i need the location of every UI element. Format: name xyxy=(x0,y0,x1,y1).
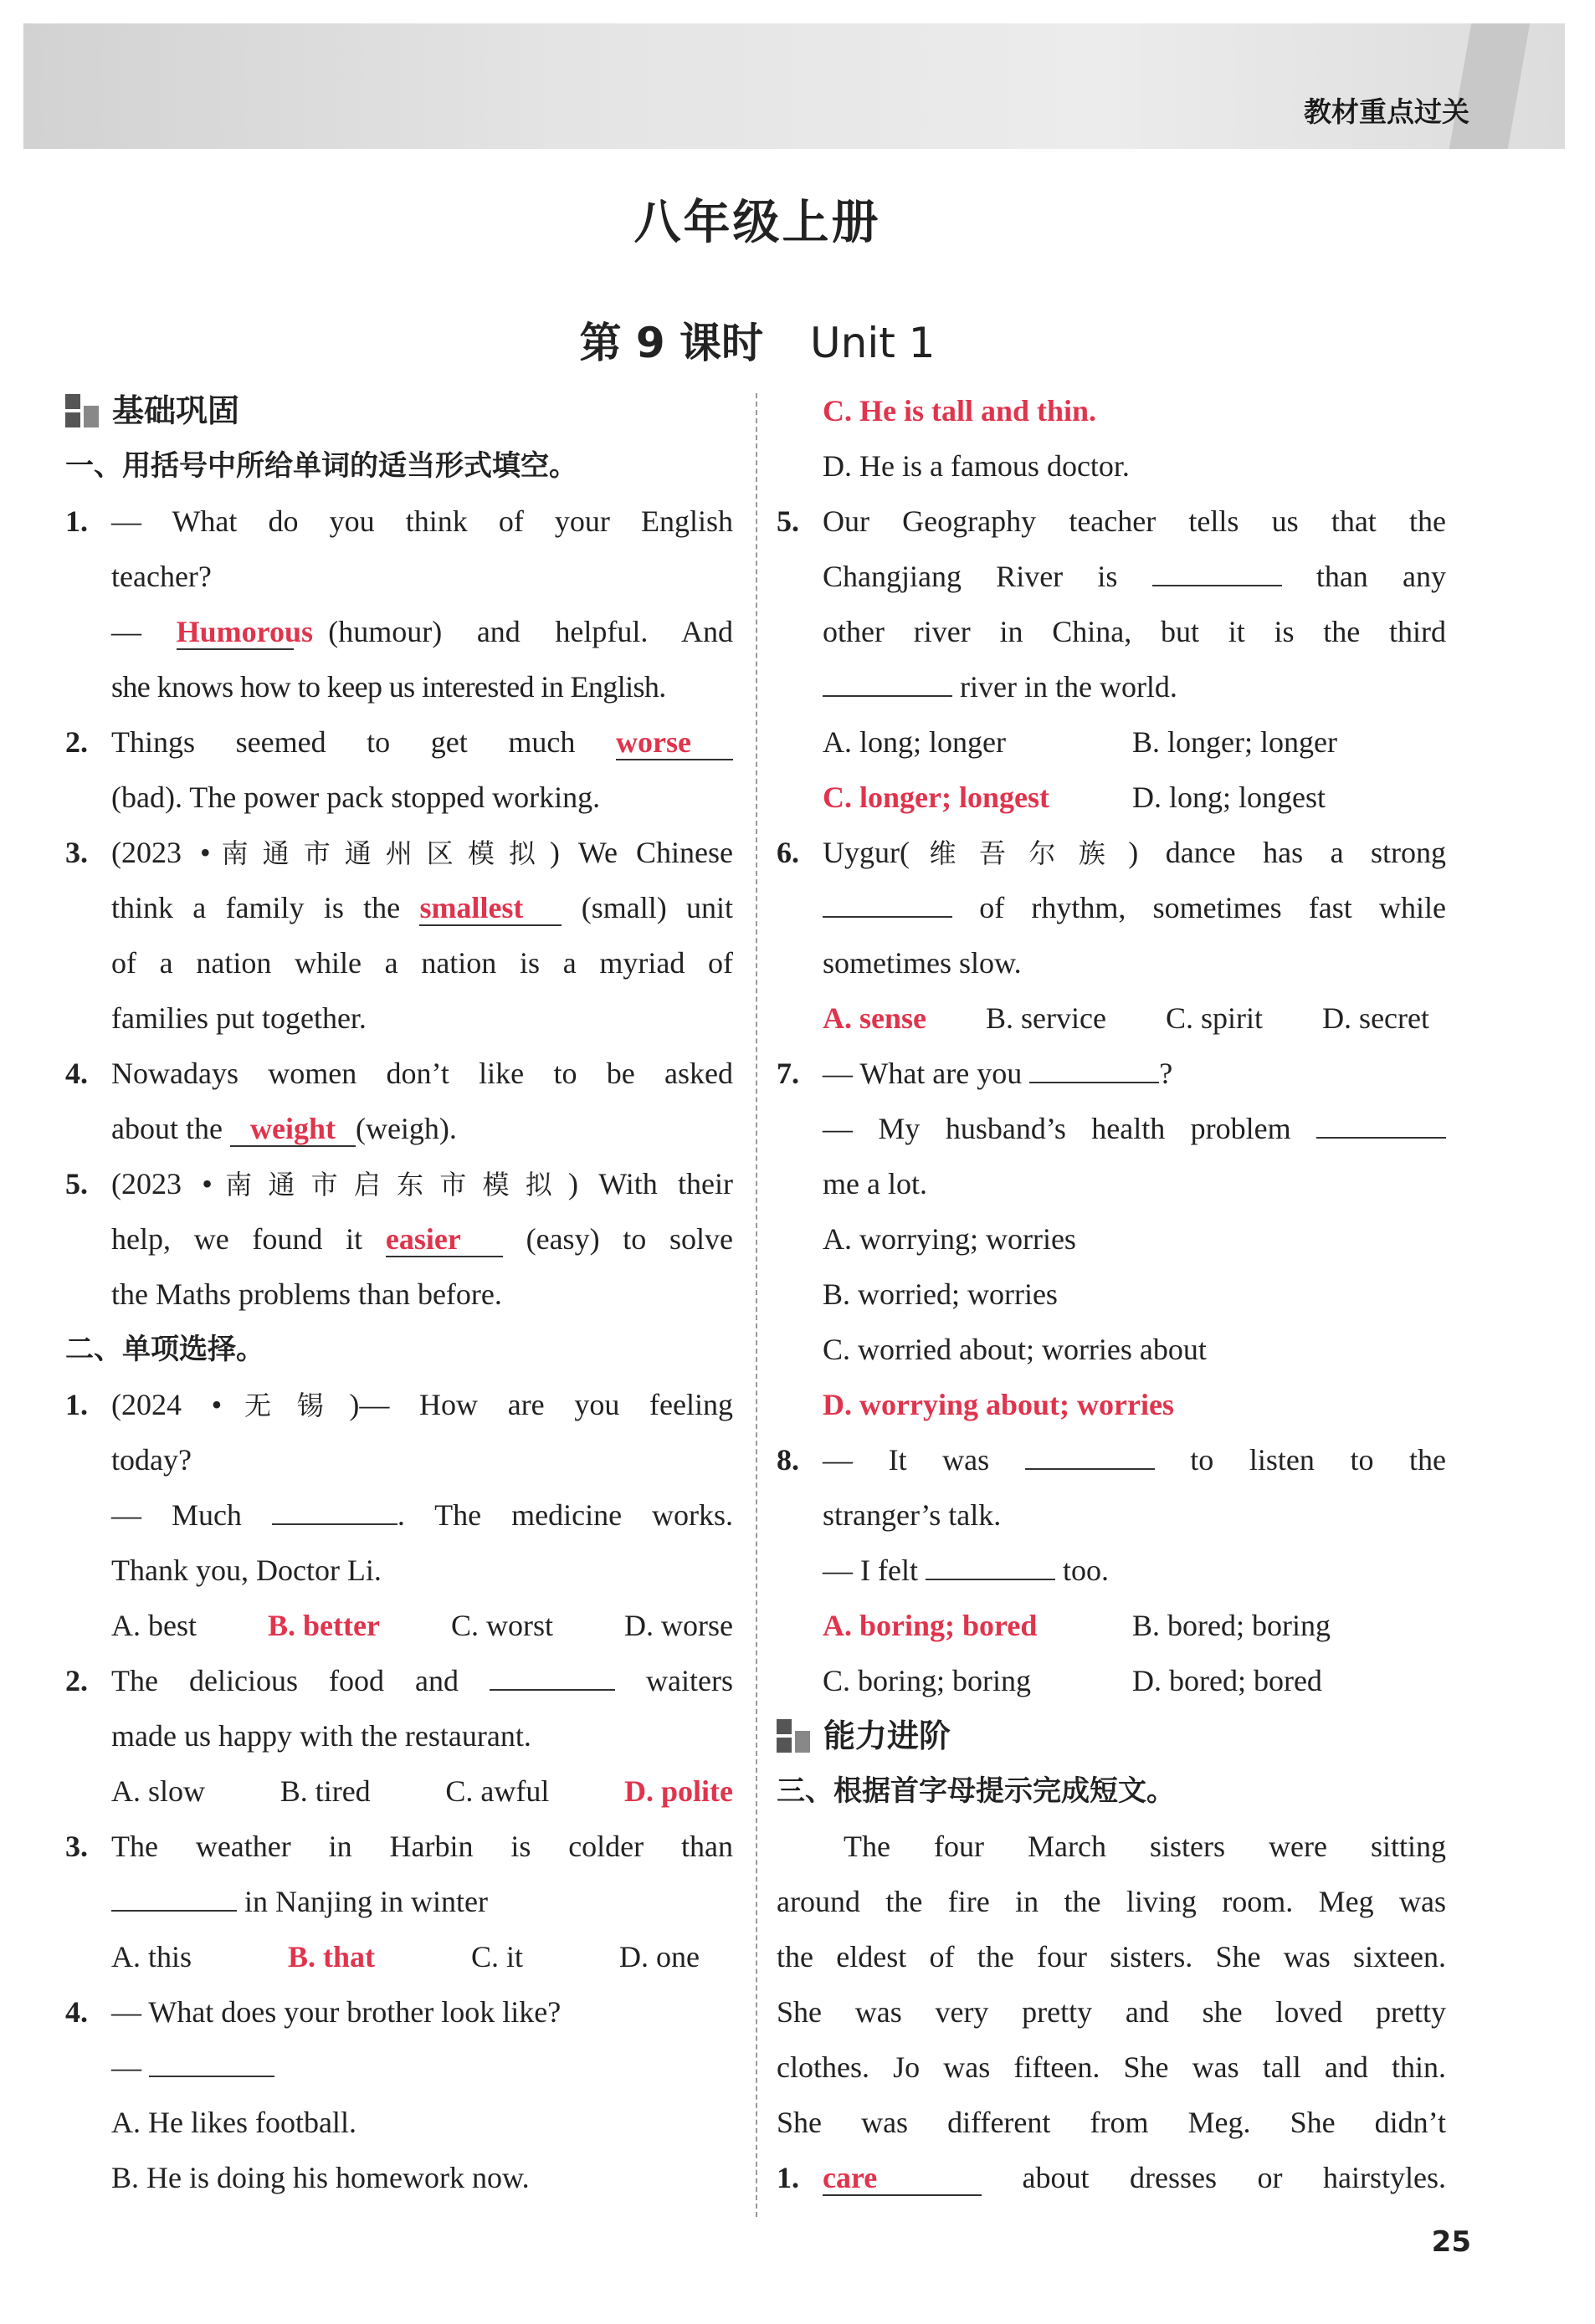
choice-q7-line2: — My husband’s health problem xyxy=(777,1101,1446,1156)
choice-q7-option-a: A. worrying; worries xyxy=(823,1222,1076,1256)
passage-line-blank: 1. care about dresses or hairstyles. xyxy=(777,2161,1446,2194)
fill-q3-line3: of a nation while a nation is a myriad of xyxy=(111,946,733,980)
choice-q6-line1: 6. Uygur(维吾尔族) dance has a strong xyxy=(777,836,1446,869)
choice-q5-line3: other river in China, but it is the third xyxy=(823,615,1446,648)
fill-q4-line2: about the weight (weigh). xyxy=(111,1112,457,1145)
part3-heading: 三、根据首字母提示完成短文。 xyxy=(777,1774,1175,1808)
blank xyxy=(149,2042,274,2077)
fill-q1-line2: teacher? xyxy=(111,560,212,593)
choice-q6-line3: sometimes slow. xyxy=(823,946,1022,980)
answer-blank: easier xyxy=(386,1222,503,1257)
column-divider xyxy=(756,393,757,2217)
fill-q5-line1: 5. (2023 •南通市启东市模拟) With their xyxy=(65,1167,733,1200)
fill-q3-line1: 3. (2023 •南通市通州区模拟) We Chinese xyxy=(65,836,733,869)
choice-q7-option-c: C. worried about; worries about xyxy=(823,1333,1207,1366)
choice-q2-options: A. slow B. tired C. awful D. polite xyxy=(111,1774,733,1808)
fill-q4-line1: 4. Nowadays women don’t like to be asked xyxy=(65,1057,733,1090)
section-basic: 基础巩固 xyxy=(65,383,733,438)
fill-q2-line2: (bad). The power pack stopped working. xyxy=(111,781,601,814)
choice-q4-line1: 4. — What does your brother look like? xyxy=(65,1995,562,2029)
fill-q1-line4: she knows how to keep us interested in English. xyxy=(111,670,666,704)
blocks-icon xyxy=(777,1719,812,1753)
fill-q5-line3: the Maths problems than before. xyxy=(111,1277,502,1311)
answer-blank: worse xyxy=(616,725,733,760)
left-column xyxy=(65,383,733,2205)
header-band xyxy=(23,23,1565,149)
fill-q5-line2: help, we found it easier (easy) to solve xyxy=(111,1222,733,1256)
header-title: 教材重点过关 xyxy=(1304,95,1469,128)
choice-q4-line2: — xyxy=(65,2040,733,2095)
blank xyxy=(1152,551,1282,586)
choice-q5-line2: Changjiang River is than any xyxy=(777,549,1446,604)
choice-q8-line2: stranger’s talk. xyxy=(823,1498,1002,1532)
fill-q3-line4: families put together. xyxy=(111,1001,367,1035)
blank xyxy=(1316,1103,1446,1139)
fill-q3-line2: think a family is the smallest (small) unit xyxy=(111,891,733,924)
answer-blank: smallest xyxy=(419,891,562,926)
fill-q1-line1: 1. — What do you think of your English xyxy=(65,504,733,538)
choice-q7-line3: me a lot. xyxy=(823,1167,927,1200)
choice-q1-line2: today? xyxy=(111,1443,192,1477)
choice-q1-line3: — Much . The medicine works. xyxy=(65,1487,733,1543)
part2-heading: 二、单项选择。 xyxy=(65,1333,264,1366)
passage-line: The four March sisters were sitting xyxy=(844,1830,1446,1863)
choice-q2-line2: made us happy with the restaurant. xyxy=(111,1719,531,1753)
part1-heading: 一、用括号中所给单词的适当形式填空。 xyxy=(65,449,577,483)
choice-q7-option-b: B. worried; worries xyxy=(823,1277,1058,1311)
choice-q5-options-2: C. longer; longest D. long; longest xyxy=(823,781,1326,814)
blank xyxy=(1029,1048,1159,1083)
choice-q3-line2: in Nanjing in winter xyxy=(65,1874,733,1929)
choice-q5-line4: river in the world. xyxy=(777,659,1446,714)
lesson-number: 第 9 课时 xyxy=(579,319,764,367)
choice-q8-line3: — I felt too. xyxy=(777,1543,1446,1598)
page-title: 八年级上册 xyxy=(633,196,881,250)
choice-q4-option-b: B. He is doing his homework now. xyxy=(111,2161,530,2194)
choice-q6-options: A. sense B. service C. spirit D. secret xyxy=(823,1001,1429,1035)
blank xyxy=(1025,1435,1155,1470)
answer-blank: weight xyxy=(230,1112,356,1147)
blank xyxy=(272,1490,397,1525)
passage-line: clothes. Jo was fifteen. She was tall and thin. xyxy=(777,2050,1446,2084)
blank xyxy=(926,1545,1055,1580)
choice-q8-options-2: C. boring; boring D. bored; bored xyxy=(823,1664,1322,1697)
passage-line: She was different from Meg. She didn’t xyxy=(777,2106,1446,2139)
choice-q2-line1: 2. The delicious food and waiters xyxy=(65,1653,733,1708)
blank xyxy=(490,1656,615,1691)
choice-q4-option-d: D. He is a famous doctor. xyxy=(823,449,1130,483)
section-advanced: 能力进阶 xyxy=(777,1708,1446,1763)
fill-q2-line1: 2. Things seemed to get much worse xyxy=(65,714,733,770)
lesson-title xyxy=(0,310,1515,370)
right-column xyxy=(777,383,1446,2205)
blank xyxy=(111,1876,237,1912)
blank xyxy=(823,883,952,918)
choice-q8-options-1: A. boring; bored B. bored; boring xyxy=(823,1609,1331,1642)
fill-q1-line3: — Humorous (humour) and helpful. And xyxy=(111,615,733,648)
choice-q5-line1: 5. Our Geography teacher tells us that the xyxy=(777,504,1446,538)
choice-q1-line4: Thank you, Doctor Li. xyxy=(111,1554,382,1587)
passage-line: She was very pretty and she loved pretty xyxy=(777,1995,1446,2029)
page-number: 25 xyxy=(1431,2225,1471,2259)
blank xyxy=(823,662,952,697)
blocks-icon xyxy=(65,394,100,427)
lesson-unit: Unit 1 xyxy=(810,319,936,367)
choice-q1-options: A. best B. better C. worst D. worse xyxy=(111,1609,733,1642)
choice-q7-option-d: D. worrying about; worries xyxy=(823,1388,1174,1421)
passage-line: around the fire in the living room. Meg was xyxy=(777,1885,1446,1918)
choice-q3-options: A. this B. that C. it D. one xyxy=(111,1940,700,1973)
choice-q1-line1: 1. (2024 •无锡)— How are you feeling xyxy=(65,1388,733,1421)
choice-q4-option-a: A. He likes football. xyxy=(111,2106,356,2139)
passage-line: the eldest of the four sisters. She was sixteen. xyxy=(777,1940,1446,1973)
answer-blank: care xyxy=(823,2161,982,2196)
choice-q3-line1: 3. The weather in Harbin is colder than xyxy=(65,1830,733,1863)
choice-q8-line1: 8. — It was to listen to the xyxy=(777,1432,1446,1487)
choice-q7-line1: 7. — What are you ? xyxy=(777,1046,1446,1101)
choice-q4-option-c: C. He is tall and thin. xyxy=(823,394,1097,427)
choice-q5-options-1: A. long; longer B. longer; longer xyxy=(823,725,1337,759)
answer-blank: Humorous xyxy=(176,615,313,648)
choice-q6-line2: of rhythm, sometimes fast while xyxy=(777,880,1446,935)
